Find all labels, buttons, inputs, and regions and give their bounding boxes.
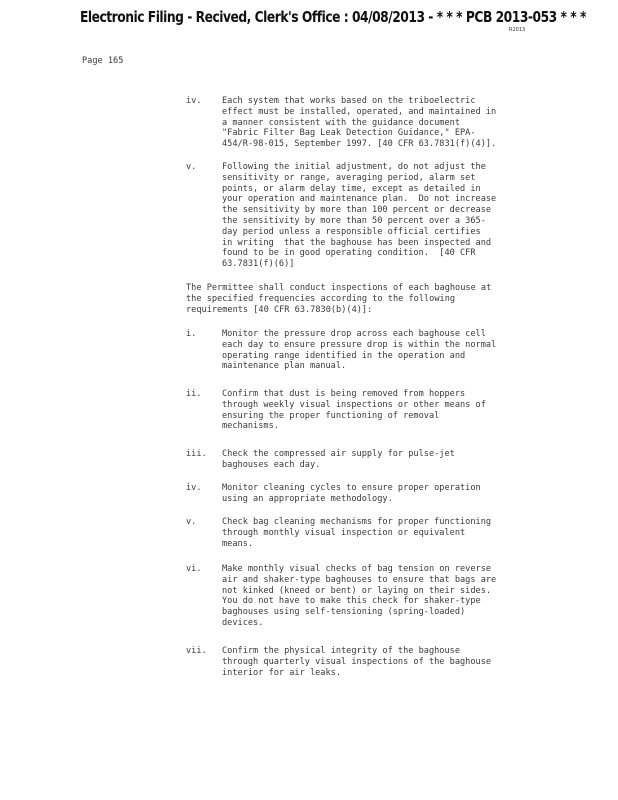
item-number: iii. bbox=[186, 449, 207, 459]
item-text: Monitor the pressure drop across each baghouse cell each day to ensure pressure drop is within the normal operating range identified in the operation and maintenance plan manual. bbox=[222, 329, 497, 372]
item-number: v. bbox=[186, 162, 197, 172]
list-item bbox=[186, 96, 546, 156]
list-item bbox=[186, 162, 546, 277]
list-item bbox=[186, 329, 546, 379]
item-text: Confirm the physical integrity of the baghouse through quarterly visual inspections of the baghouse interior for air leaks. bbox=[222, 646, 492, 678]
intro-paragraph: The Permittee shall conduct inspections of each baghouse at the specified frequencies according to the following requirements [40 CFR 63.7830(b)(4)]: bbox=[186, 283, 492, 315]
item-number: vii. bbox=[186, 646, 207, 656]
item-text: Each system that works based on the triboelectric effect must be installed, operated, and maintained in a manner consistent with the guidance document "Fabric Filter Bag Leak Detection Guidance," EPA- 454/R-98-015, September 1997. [40 CFR 63.7831(f)(4)]. bbox=[222, 96, 497, 150]
item-number: vi. bbox=[186, 564, 202, 574]
item-text: Following the initial adjustment, do not adjust the sensitivity or range, averaging period, alarm set points, or alarm delay time, except as detailed in your operation and maintenance plan. Do not increase the sensitivity by more than 100 percent or decrease the sensitivity by more than 50 percent over a 365- day period unless a responsible official certifies in writing that the baghouse has been inspected and found to be in good operating condition. [40 CFR 63.7831(f)(6)] bbox=[222, 162, 497, 270]
page-number: Page 165 bbox=[82, 56, 124, 66]
item-text: Check the compressed air supply for pulse-jet baghouses each day. bbox=[222, 449, 455, 470]
filing-stamp-code: R2013 bbox=[509, 27, 526, 33]
item-number: ii. bbox=[186, 389, 202, 399]
list-item bbox=[186, 517, 546, 555]
item-text: Monitor cleaning cycles to ensure proper operation using an appropriate methodology. bbox=[222, 483, 481, 504]
list-item bbox=[186, 449, 546, 475]
list-item bbox=[186, 564, 546, 636]
list-item bbox=[186, 389, 546, 439]
item-text: Confirm that dust is being removed from hoppers through weekly visual inspections or other means of ensuring the proper functioning of removal mechanisms. bbox=[222, 389, 486, 432]
item-number: iv. bbox=[186, 483, 202, 493]
list-item bbox=[186, 483, 546, 509]
item-number: i. bbox=[186, 329, 197, 339]
item-text: Check bag cleaning mechanisms for proper functioning through monthly visual inspection or equivalent means. bbox=[222, 517, 492, 549]
item-text: Make monthly visual checks of bag tension on reverse air and shaker-type baghouses to ensure that bags are not kinked (kneed or bent) or laying on their sides. You do not have to make this check for shaker-type baghouses using self-tensioning (spring-loaded) devices. bbox=[222, 564, 497, 628]
item-number: iv. bbox=[186, 96, 202, 106]
list-item bbox=[186, 646, 546, 684]
item-number: v. bbox=[186, 517, 197, 527]
filing-stamp: Electronic Filing - Recived, Clerk's Office : 04/08/2013 - * * * PCB 2013-053 * * * bbox=[80, 8, 586, 26]
